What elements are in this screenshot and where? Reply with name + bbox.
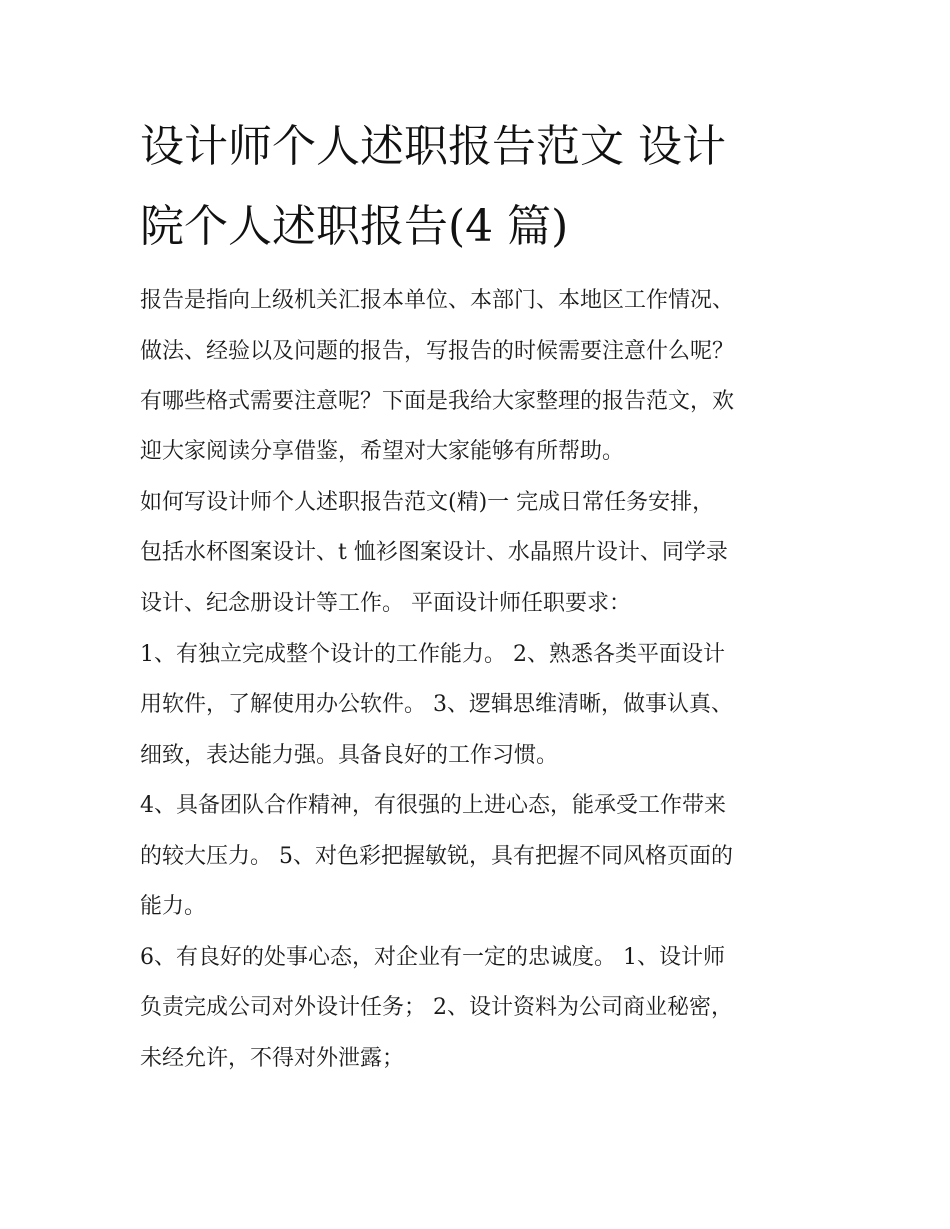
body-line-13: 能力。: [140, 894, 207, 919]
body-line-1: 报告是指向上级机关汇报本单位、本部门、本地区工作情况、: [140, 288, 735, 313]
body-line-4: 迎大家阅读分享借鉴，希望对大家能够有所帮助。: [140, 439, 625, 464]
document-title-line-1: 设计师个人述职报告范文 设计: [140, 121, 726, 172]
body-line-14: 6、有良好的处事心态，对企业有一定的忠诚度。 1、设计师: [140, 945, 725, 970]
body-line-12: 的较大压力。 5、对色彩把握敏锐，具有把握不同风格页面的: [140, 844, 733, 869]
body-line-15: 负责完成公司对外设计任务； 2、设计资料为公司商业秘密，: [140, 995, 733, 1020]
body-line-3: 有哪些格式需要注意呢？下面是我给大家整理的报告范文，欢: [140, 389, 735, 414]
body-line-16: 未经允许，不得对外泄露；: [140, 1046, 405, 1071]
body-line-8: 1、有独立完成整个设计的工作能力。 2、熟悉各类平面设计: [140, 642, 725, 667]
body-line-5: 如何写设计师个人述职报告范文(精)一 完成日常任务安排，: [140, 490, 715, 515]
body-line-11: 4、具备团队合作精神，有很强的上进心态，能承受工作带来: [140, 793, 726, 818]
body-line-10: 细致，表达能力强。具备良好的工作习惯。: [140, 743, 559, 768]
body-line-7: 设计、纪念册设计等工作。 平面设计师任职要求：: [140, 591, 631, 616]
body-line-9: 用软件，了解使用办公软件。 3、逻辑思维清晰，做事认真、: [140, 692, 733, 717]
body-line-6: 包括水杯图案设计、t 恤衫图案设计、水晶照片设计、同学录: [140, 540, 728, 565]
document-title-line-2: 院个人述职报告(4 篇): [140, 201, 569, 252]
body-line-2: 做法、经验以及问题的报告，写报告的时候需要注意什么呢？: [140, 339, 735, 364]
